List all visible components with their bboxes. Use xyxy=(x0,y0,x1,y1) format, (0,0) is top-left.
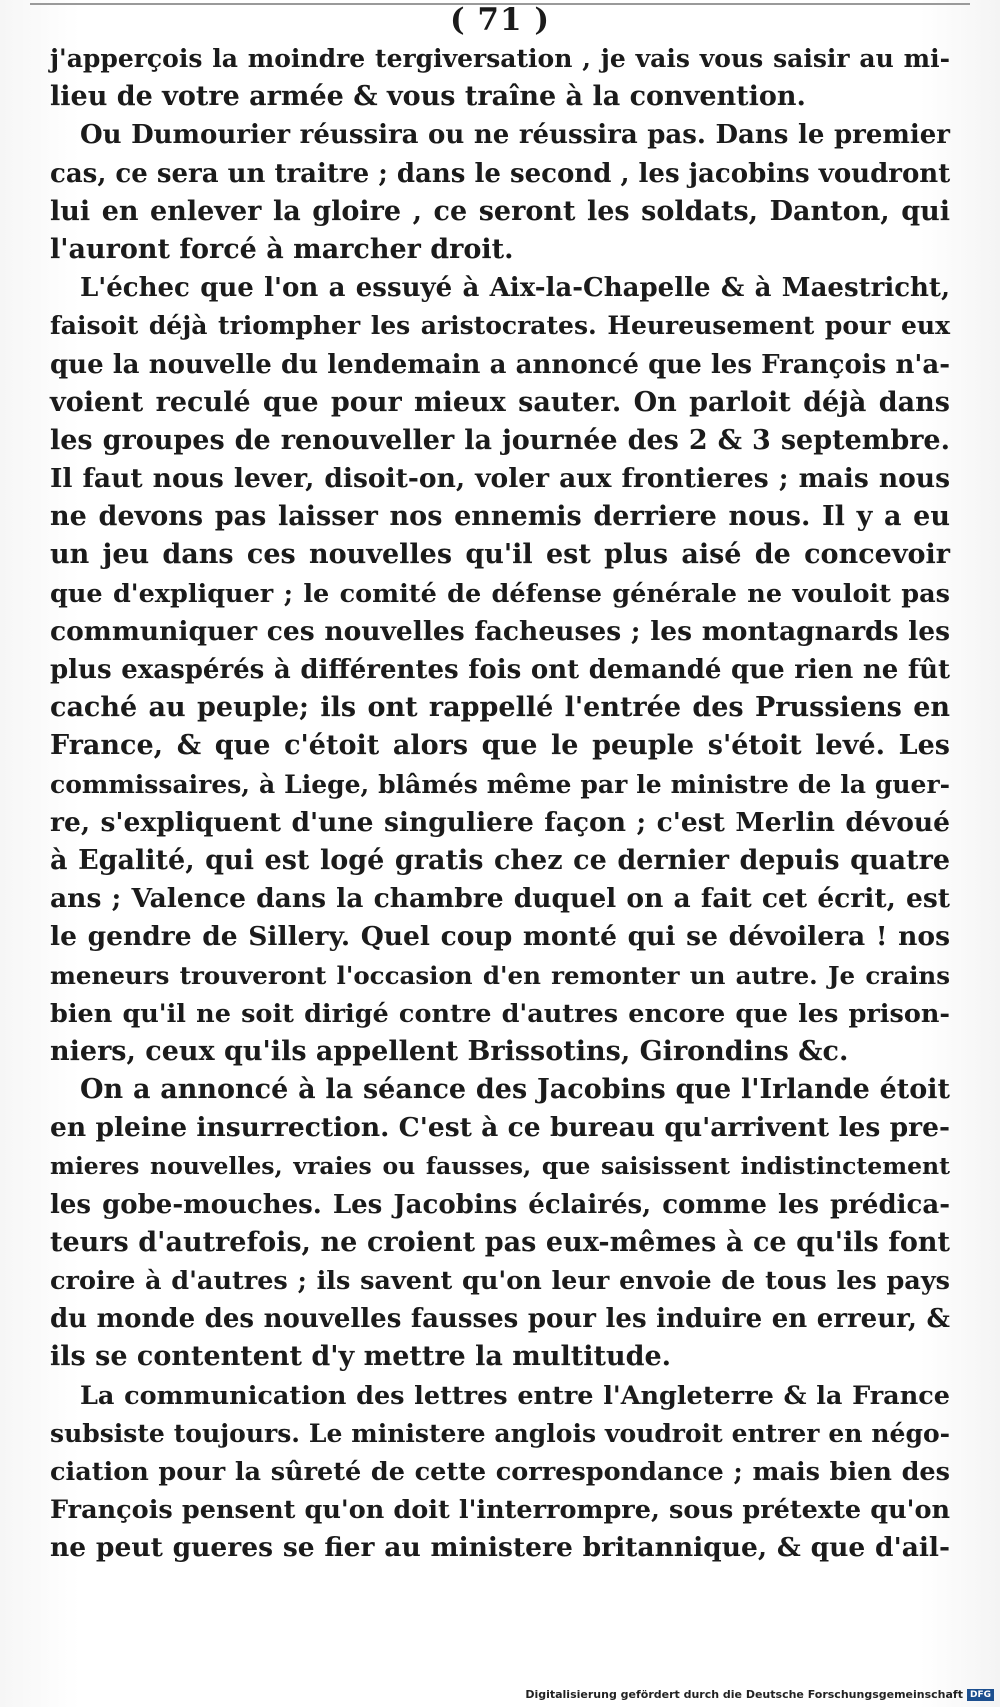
text-line: communiquer ces nouvelles facheuses ; les montagnards les xyxy=(50,615,950,647)
text-line: le gendre de Sillery. Quel coup monté qui se dévoilera ! nos xyxy=(50,921,950,953)
text-line: ans ; Valence dans la chambre duquel on a fait cet écrit, est xyxy=(50,883,950,915)
text-line: On a annoncé à la séance des Jacobins que l'Irlande étoit xyxy=(80,1074,950,1106)
text-line: ne peut gueres se fier au ministere britannique, & que d'ail- xyxy=(50,1532,950,1564)
text-line: ils se contentent d'y mettre la multitude. xyxy=(50,1341,672,1373)
digitization-credit xyxy=(525,1688,994,1701)
text-line: les groupes de renouveller la journée des 2 & 3 septembre. xyxy=(50,424,950,456)
text-line: du monde des nouvelles fausses pour les induire en erreur, & xyxy=(50,1304,950,1335)
text-line: re, s'expliquent d'une singuliere façon ; c'est Merlin dévoué xyxy=(50,806,950,838)
text-line: plus exaspérés à différentes fois ont demandé que rien ne fût xyxy=(50,655,950,685)
text-line: Ou Dumourier réussira ou ne réussira pas. Dans le premier xyxy=(80,120,950,151)
text-line: France, & que c'étoit alors que le peuple s'étoit levé. Les xyxy=(50,730,950,762)
text-line: commissaires, à Liege, blâmés même par le ministre de la guer- xyxy=(50,769,950,799)
text-line: j'apperçois la moindre tergiversation , je vais vous saisir au mi- xyxy=(50,44,950,73)
text-line: les gobe-mouches. Les Jacobins éclairés, comme les prédica- xyxy=(50,1189,950,1220)
text-line: lui en enlever la gloire , ce seront les soldats, Danton, qui xyxy=(50,195,950,227)
text-line: que d'expliquer ; le comité de défense générale ne vouloit pas xyxy=(50,578,950,609)
text-line: Il faut nous lever, disoit-on, voler aux frontieres ; mais nous xyxy=(50,463,950,495)
text-line: L'échec que l'on a essuyé à Aix-la-Chapelle & à Maestricht, xyxy=(80,273,950,304)
text-line: mieres nouvelles, vraies ou fausses, que saisissent indistinctement xyxy=(50,1152,950,1181)
text-line: meneurs trouveront l'occasion d'en remonter un autre. Je crains xyxy=(50,960,950,990)
text-line: ciation pour la sûreté de cette correspondance ; mais bien des xyxy=(50,1456,950,1487)
text-line: en pleine insurrection. C'est à ce bureau qu'arrivent les pre- xyxy=(50,1112,950,1144)
text-line: lieu de votre armée & vous traîne à la convention. xyxy=(50,81,806,113)
text-line: faisoit déjà triompher les aristocrates. Heureusement pour eux xyxy=(50,311,950,341)
page-number: ( 71 ) xyxy=(449,2,551,38)
text-line: croire à d'autres ; ils savent qu'on leur envoie de tous les pays xyxy=(50,1266,950,1296)
text-line: François pensent qu'on doit l'interrompre, sous prétexte qu'on xyxy=(50,1495,950,1526)
text-line: que la nouvelle du lendemain a annoncé que les François n'a- xyxy=(50,349,950,380)
text-line: l'auront forcé à marcher droit. xyxy=(50,233,514,265)
text-line: niers, ceux qu'ils appellent Brissotins, Girondins &c. xyxy=(50,1035,849,1067)
text-line: caché au peuple; ils ont rappellé l'entrée des Prussiens en xyxy=(50,692,950,724)
credit-text: Digitalisierung gefördert durch die Deutsche Forschungsgemeinschaft xyxy=(525,1688,963,1701)
text-line: voient reculé que pour mieux sauter. On parloit déjà dans xyxy=(50,386,950,418)
text-line: cas, ce sera un traitre ; dans le second , les jacobins voudront xyxy=(50,158,951,189)
dfg-logo: DFG xyxy=(967,1689,994,1701)
text-line: à Egalité, qui est logé gratis chez ce dernier depuis quatre xyxy=(50,844,950,876)
text-line: subsiste toujours. Le ministere anglois voudroit entrer en négo- xyxy=(50,1418,950,1448)
text-line: La communication des lettres entre l'Angleterre & la France xyxy=(80,1380,950,1411)
text-line: teurs d'autrefois, ne croient pas eux-mêmes à ce qu'ils font xyxy=(50,1226,950,1258)
text-line: bien qu'il ne soit dirigé contre d'autres encore que les prison- xyxy=(50,998,950,1029)
text-line: un jeu dans ces nouvelles qu'il est plus aisé de concevoir xyxy=(50,539,950,571)
text-line: ne devons pas laisser nos ennemis derriere nous. Il y a eu xyxy=(50,501,950,533)
body-text xyxy=(50,40,950,1568)
